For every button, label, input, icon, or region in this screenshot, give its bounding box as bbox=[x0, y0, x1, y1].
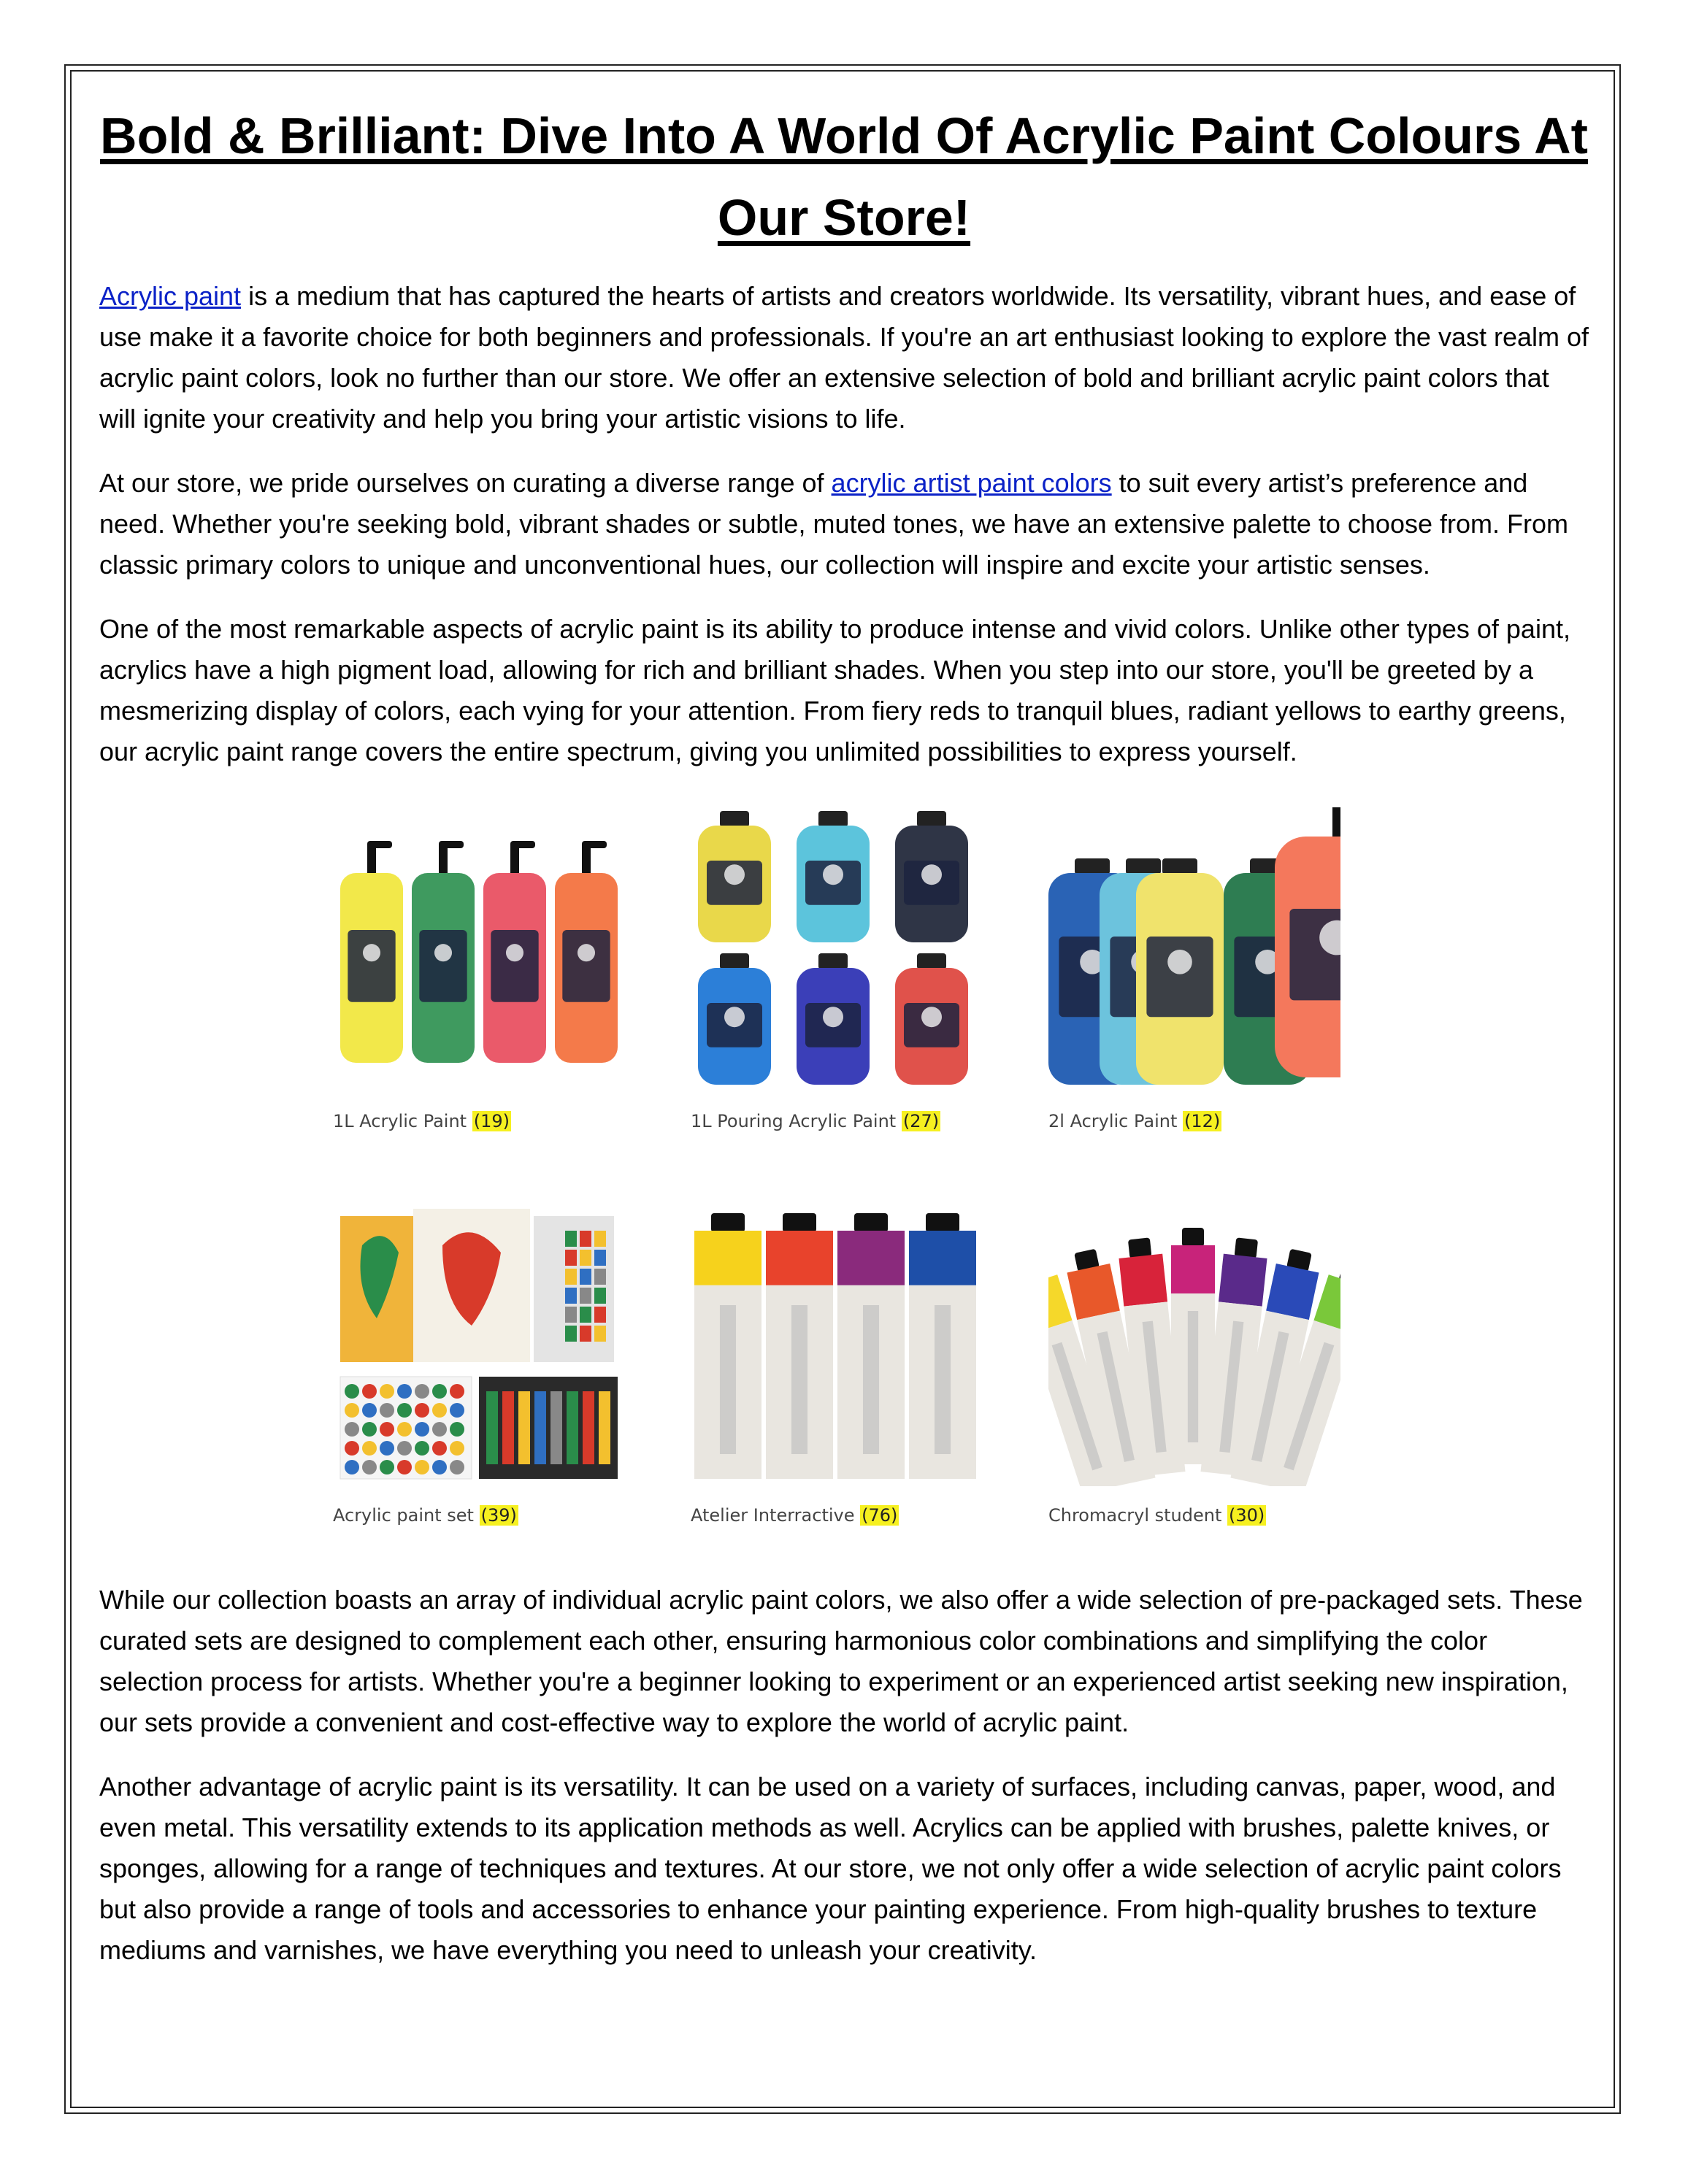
paint-swatch bbox=[580, 1269, 591, 1285]
product-image-paint-set[interactable] bbox=[333, 1201, 625, 1486]
product-name: 1L Pouring Acrylic Paint bbox=[691, 1111, 897, 1131]
paint-dot bbox=[397, 1441, 412, 1456]
paint-tube bbox=[766, 1213, 833, 1479]
paint-dot bbox=[397, 1403, 412, 1418]
bottle-label bbox=[562, 930, 610, 1002]
brand-logo-icon bbox=[506, 944, 523, 961]
paragraph-range-text-before: At our store, we pride ourselves on curating a diverse range of bbox=[99, 468, 832, 498]
paint-dot bbox=[432, 1422, 447, 1437]
product-image-chromacryl[interactable] bbox=[1048, 1201, 1340, 1486]
bottles-illustration bbox=[1048, 807, 1340, 1092]
page-title: Bold & Brilliant: Dive Into A World Of Acrylic Paint Colours At Our Store! bbox=[100, 107, 1588, 246]
tube-color-band bbox=[1171, 1245, 1215, 1293]
tube-label bbox=[1188, 1311, 1198, 1442]
paint-dot bbox=[415, 1384, 429, 1399]
paint-swatch bbox=[594, 1307, 606, 1323]
product-image-2l-acrylic[interactable] bbox=[1048, 807, 1340, 1092]
product-caption[interactable] bbox=[333, 1110, 640, 1133]
brand-logo-icon bbox=[434, 944, 452, 961]
paint-swatch bbox=[565, 1231, 577, 1247]
product-caption[interactable] bbox=[1048, 1504, 1355, 1527]
bottle-cap-icon bbox=[917, 811, 946, 827]
bottle-label bbox=[491, 930, 538, 1002]
product-image-pouring-acrylic[interactable] bbox=[691, 807, 983, 1092]
tube-color-band bbox=[694, 1231, 761, 1285]
tube-label bbox=[791, 1305, 807, 1454]
paragraph-versatility: Another advantage of acrylic paint is its versatility. It can be used on a variety of surfaces, including canvas, paper, wood, and even metal. This versatility extends to its application methods as well. Acrylics can be applied with brushes, palette knives, or sponges, allowing for a range of techniques and textures. At our store, we not only offer a wide selection of acrylic paint colors but also provide a range of tools and accessories to enhance your painting experience. From high-quality brushes to texture mediums and varnishes, we have everything you need to unleash your creativity. bbox=[99, 1772, 1562, 1965]
paint-swatch bbox=[565, 1269, 577, 1285]
mini-tube bbox=[518, 1391, 530, 1464]
bottles-illustration bbox=[691, 807, 983, 1092]
paint-dot bbox=[380, 1441, 394, 1456]
paint-dot bbox=[362, 1460, 377, 1474]
product-count: (19) bbox=[473, 1111, 510, 1131]
tube-cap-icon bbox=[1182, 1228, 1204, 1247]
product-card[interactable] bbox=[691, 1201, 997, 1527]
tube-cap-icon bbox=[783, 1213, 816, 1232]
mini-tube bbox=[550, 1391, 562, 1464]
paint-swatch bbox=[580, 1326, 591, 1342]
brand-logo-icon bbox=[1167, 950, 1192, 974]
paint-tube bbox=[837, 1213, 905, 1479]
product-image-1l-acrylic[interactable] bbox=[333, 807, 625, 1092]
paint-dot bbox=[345, 1422, 359, 1437]
paint-dot bbox=[345, 1441, 359, 1456]
brand-logo-icon bbox=[578, 944, 595, 961]
tubes-illustration bbox=[691, 1201, 983, 1486]
tubes-fan-illustration bbox=[1048, 1201, 1340, 1486]
product-card[interactable] bbox=[1048, 807, 1355, 1133]
pump-nozzle-icon bbox=[582, 841, 607, 848]
mini-tube bbox=[567, 1391, 578, 1464]
bottles-illustration bbox=[333, 807, 625, 1092]
product-count: (76) bbox=[862, 1505, 898, 1526]
brand-logo-icon bbox=[921, 864, 942, 885]
product-name: Chromacryl student bbox=[1048, 1505, 1222, 1526]
pump-nozzle-icon bbox=[510, 841, 535, 848]
product-name: 2l Acrylic Paint bbox=[1048, 1111, 1178, 1131]
product-name: 1L Acrylic Paint bbox=[333, 1111, 467, 1131]
tube-color-band bbox=[1266, 1264, 1319, 1320]
paint-dot bbox=[345, 1460, 359, 1474]
product-card[interactable] bbox=[333, 1201, 640, 1527]
paint-dot bbox=[415, 1441, 429, 1456]
pump-nozzle-icon bbox=[367, 841, 392, 848]
product-name: Acrylic paint set bbox=[333, 1505, 474, 1526]
paint-dot bbox=[450, 1422, 464, 1437]
brand-logo-icon bbox=[823, 864, 843, 885]
paint-dot bbox=[450, 1460, 464, 1474]
bottle-cap-icon bbox=[818, 953, 848, 969]
paragraph-sets: While our collection boasts an array of individual acrylic paint colors, we also offer a wide selection of pre-packaged sets. These curated sets are designed to complement each other, ensuring harmonious color combinations and simplifying the color selection process for artists. Whether you're a beginner looking to experiment or an experienced artist seeking new inspiration, our sets provide a convenient and cost-effective way to explore the world of acrylic paint. bbox=[99, 1585, 1583, 1737]
tube-cap-icon bbox=[854, 1213, 888, 1232]
brand-logo-icon bbox=[921, 1007, 942, 1027]
product-name: Atelier Interractive bbox=[691, 1505, 855, 1526]
paint-dot bbox=[450, 1441, 464, 1456]
product-count: (27) bbox=[902, 1111, 940, 1131]
pump-nozzle-icon bbox=[439, 841, 464, 848]
brand-logo-icon bbox=[363, 944, 380, 961]
tube-label bbox=[863, 1305, 879, 1454]
paint-dot bbox=[380, 1460, 394, 1474]
paragraph-intro-text: is a medium that has captured the hearts of artists and creators worldwide. Its versatility, vibrant hues, and ease of use make it a favorite choice for both beginners and professionals. If you're an art enthusiast looking to explore the vast realm of acrylic paint colors, look no further than our store. We offer an extensive selection of bold and brilliant acrylic paint colors that will ignite your creativity and help you bring your artistic visions to life. bbox=[99, 281, 1589, 434]
paint-dot bbox=[450, 1403, 464, 1418]
paint-dot bbox=[345, 1403, 359, 1418]
bottle-cap-icon bbox=[720, 953, 749, 969]
bottle-label bbox=[1146, 937, 1213, 1017]
paint-set-illustration bbox=[333, 1201, 625, 1486]
bottle-label bbox=[419, 930, 467, 1002]
paragraph-intro bbox=[99, 276, 1589, 439]
acrylic-artist-paint-colors-link[interactable]: acrylic artist paint colors bbox=[831, 468, 1112, 498]
paint-dot bbox=[345, 1384, 359, 1399]
bottle-cap-icon bbox=[917, 953, 946, 969]
product-count: (39) bbox=[480, 1505, 517, 1526]
paint-dot bbox=[432, 1384, 447, 1399]
brand-logo-icon bbox=[724, 864, 745, 885]
paint-dot bbox=[380, 1384, 394, 1399]
brand-logo-icon bbox=[823, 1007, 843, 1027]
paint-swatch bbox=[565, 1326, 577, 1342]
mini-tube bbox=[599, 1391, 610, 1464]
product-image-atelier[interactable] bbox=[691, 1201, 983, 1486]
tube-color-band bbox=[1219, 1254, 1267, 1307]
tube-label bbox=[720, 1305, 736, 1454]
product-caption[interactable] bbox=[1048, 1110, 1355, 1133]
product-count: (12) bbox=[1184, 1111, 1221, 1131]
mini-tube bbox=[583, 1391, 594, 1464]
bottle-cap-icon bbox=[1075, 858, 1110, 874]
mini-tube bbox=[502, 1391, 514, 1464]
paint-dot bbox=[397, 1384, 412, 1399]
tube-color-band bbox=[1119, 1254, 1167, 1307]
product-caption[interactable] bbox=[333, 1504, 640, 1527]
brand-logo-icon bbox=[724, 1007, 745, 1027]
paint-swatch bbox=[565, 1288, 577, 1304]
paint-swatch bbox=[580, 1250, 591, 1266]
tube-color-band bbox=[909, 1231, 976, 1285]
paint-swatch bbox=[594, 1269, 606, 1285]
tube-cap-icon bbox=[711, 1213, 745, 1232]
paint-tube bbox=[909, 1213, 976, 1479]
paragraph-vivid: One of the most remarkable aspects of acrylic paint is its ability to produce intense and vivid colors. Unlike other types of paint, acrylics have a high pigment load, allowing for rich and brilliant shades. When you step into our store, you'll be greeted by a mesmerizing display of colors, each vying for your attention. From fiery reds to tranquil blues, radiant yellows to earthy greens, our acrylic paint range covers the entire spectrum, giving you unlimited possibilities to express yourself. bbox=[99, 614, 1570, 766]
bottle-cap-icon bbox=[1162, 858, 1197, 874]
product-caption[interactable] bbox=[691, 1504, 997, 1527]
paragraph-range bbox=[99, 463, 1589, 585]
tube-label bbox=[935, 1305, 951, 1454]
paint-dot bbox=[362, 1384, 377, 1399]
tube-color-band bbox=[766, 1231, 833, 1285]
product-card[interactable] bbox=[333, 807, 640, 1133]
paint-swatch bbox=[580, 1231, 591, 1247]
paint-dot bbox=[432, 1441, 447, 1456]
pump-nozzle-icon bbox=[1332, 807, 1340, 812]
tube-set-box bbox=[479, 1377, 618, 1479]
paint-dot bbox=[450, 1384, 464, 1399]
bottle-cap-icon bbox=[720, 811, 749, 827]
paint-dot bbox=[362, 1403, 377, 1418]
paint-dot bbox=[380, 1403, 394, 1418]
tube-color-band bbox=[1067, 1264, 1119, 1320]
tube-color-band bbox=[837, 1231, 905, 1285]
acrylic-paint-link[interactable]: Acrylic paint bbox=[99, 281, 242, 311]
article bbox=[99, 95, 1589, 1994]
product-caption[interactable] bbox=[691, 1110, 997, 1133]
mini-tube bbox=[534, 1391, 546, 1464]
paint-dot bbox=[415, 1403, 429, 1418]
paint-swatch bbox=[594, 1326, 606, 1342]
paint-swatch bbox=[594, 1288, 606, 1304]
paint-swatch bbox=[565, 1307, 577, 1323]
product-gallery bbox=[333, 807, 1399, 1559]
mini-tube bbox=[486, 1391, 498, 1464]
paint-swatch bbox=[594, 1231, 606, 1247]
product-card[interactable] bbox=[691, 807, 997, 1133]
paint-dot bbox=[380, 1422, 394, 1437]
paint-dot bbox=[362, 1422, 377, 1437]
paint-swatch bbox=[565, 1250, 577, 1266]
bottle-cap-icon bbox=[818, 811, 848, 827]
product-card[interactable] bbox=[1048, 1201, 1355, 1527]
paint-swatch bbox=[594, 1250, 606, 1266]
paint-dot bbox=[415, 1460, 429, 1474]
paint-swatch bbox=[580, 1288, 591, 1304]
paint-dot bbox=[432, 1403, 447, 1418]
paint-dot bbox=[397, 1460, 412, 1474]
paint-dot bbox=[397, 1422, 412, 1437]
bottle-label bbox=[348, 930, 395, 1002]
product-count: (30) bbox=[1229, 1505, 1265, 1526]
bottle-cap-icon bbox=[1126, 858, 1161, 874]
paint-tube bbox=[694, 1213, 761, 1479]
paint-swatch bbox=[580, 1307, 591, 1323]
tube-cap-icon bbox=[926, 1213, 959, 1232]
paint-dot bbox=[432, 1460, 447, 1474]
paint-dot bbox=[362, 1441, 377, 1456]
paint-dot bbox=[415, 1422, 429, 1437]
paragraph-range-text-after: to suit every artist’s preference and need. Whether you're seeking bold, vibrant shades or subtle, muted tones, we have an extensive palette to choose from. From classic primary colors to unique and unconventional hues, our collection will inspire and excite your artistic senses. bbox=[99, 468, 1568, 580]
